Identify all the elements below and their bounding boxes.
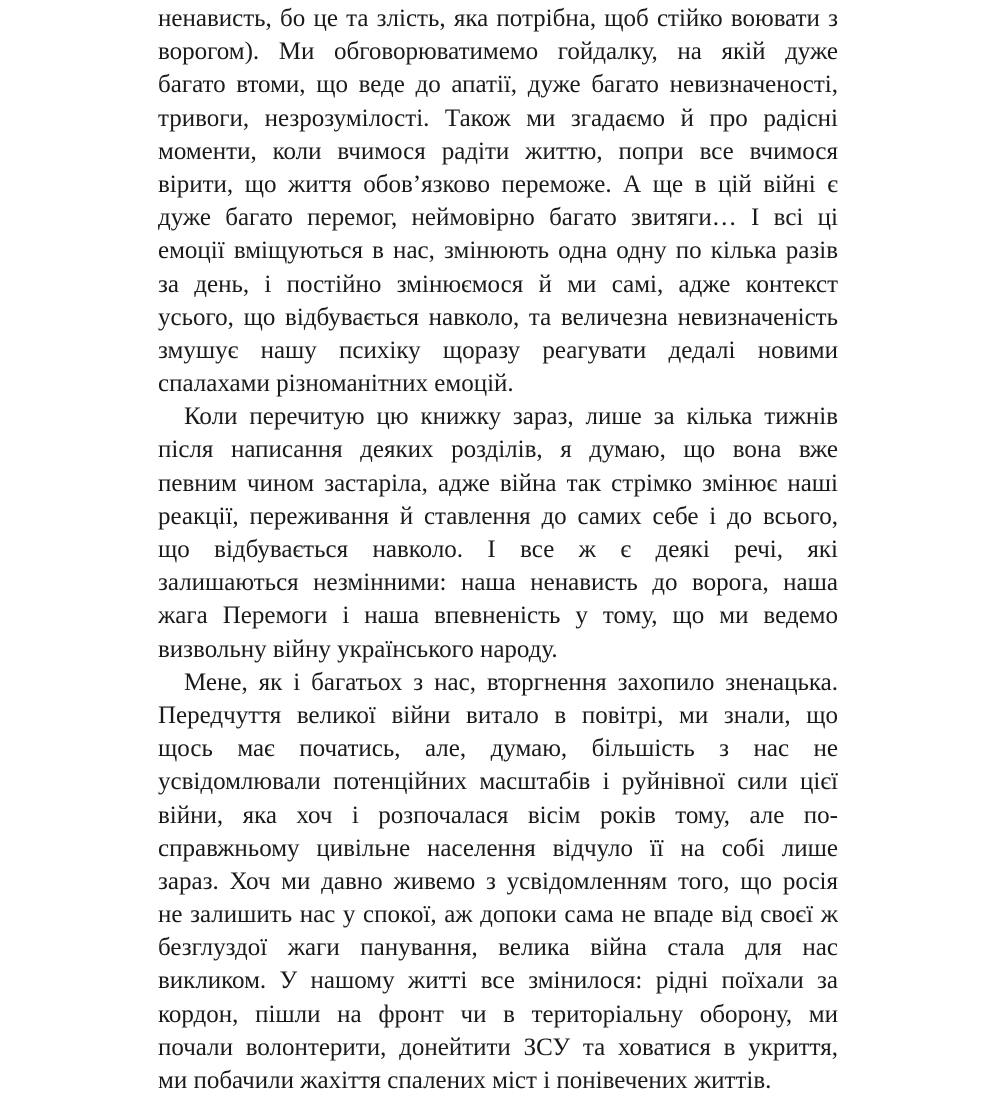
text-line: щось має початись, але, думаю, більшість з нас не (158, 735, 838, 763)
text-line: зараз. Хоч ми давно живемо з усвідомленням того, що росія (158, 867, 838, 895)
text-line: ворогом). Ми обговорюватимемо гойдалку, на якій дуже (158, 38, 838, 66)
text-line: кордон, пішли на фронт чи в територіальну оборону, ми (158, 1000, 838, 1028)
text-line: жага Перемоги і наша впевненість у тому, що ми ведемо (158, 602, 838, 630)
text-line: спалахами різноманітних емоцій. (158, 370, 514, 398)
text-line: багато втоми, що веде до апатії, дуже багато невизначеності, (158, 71, 838, 99)
text-line: що відбувається навколо. І все ж є деякі речі, які (158, 536, 838, 563)
text-line: визвольну війну українського народу. (158, 635, 558, 663)
text-line: справжньому цивільне населення відчуло її на собі лише (158, 834, 838, 862)
text-line: тривоги, незрозумілості. Також ми згадаємо й про радісні (158, 104, 838, 132)
text-line: моменти, коли вчимося радіти життю, попри все вчимося (158, 137, 838, 165)
text-line: усього, що відбувається навколо, та величезна невизначеність (158, 303, 838, 331)
text-line: певним чином застаріла, адже війна так стрімко змінює наші (158, 469, 838, 497)
text-line: дуже багато перемог, неймовірно багато звитяги… І всі ці (158, 204, 838, 232)
text-line: викликом. У нашому житті все змінилося: рідні поїхали за (158, 967, 838, 995)
text-line: змушує нашу психіку щоразу реагувати дедалі новими (158, 336, 838, 364)
text-line: ненависть, бо це та злість, яка потрібна, щоб стійко воювати з (158, 5, 838, 32)
text-line: безглуздої жаги панування, велика війна стала для нас (158, 934, 838, 962)
text-line: реакції, переживання й ставлення до самих себе і до всього, (158, 502, 838, 530)
paragraph-first-line: Коли перечитую цю книжку зараз, лише за кілька тижнів (184, 403, 838, 431)
text-line: за день, і постійно змінюємося й ми самі, адже контекст (158, 270, 838, 298)
text-line: не залишить нас у спокої, аж допоки сама не впаде від своєї ж (158, 901, 838, 929)
text-line: ми побачили жахіття спалених міст і понівечених життів. (158, 1067, 772, 1094)
text-line: Передчуття великої війни витало в повітрі, ми знали, що (158, 701, 838, 729)
text-line: почали волонтерити, донейтити ЗСУ та ховатися в укриття, (158, 1033, 838, 1061)
text-line: після написання деяких розділів, я думаю, що вона вже (158, 436, 838, 464)
text-line: усвідомлювали потенційних масштабів і руйнівної сили цієї (158, 768, 838, 796)
paragraph-first-line: Мене, як і багатьох з нас, вторгнення захопило зненацька. (184, 668, 838, 696)
book-page (158, 2, 838, 1097)
text-line: вірити, що життя обов’язково переможе. А ще в цій війні є (158, 170, 838, 198)
text-line: емоції вміщуються в нас, змінюють одна одну по кілька разів (158, 237, 838, 265)
text-line: війни, яка хоч і розпочалася вісім років тому, але по- (158, 801, 838, 829)
text-line: залишаються незмінними: наша ненависть до ворога, наша (158, 569, 838, 597)
